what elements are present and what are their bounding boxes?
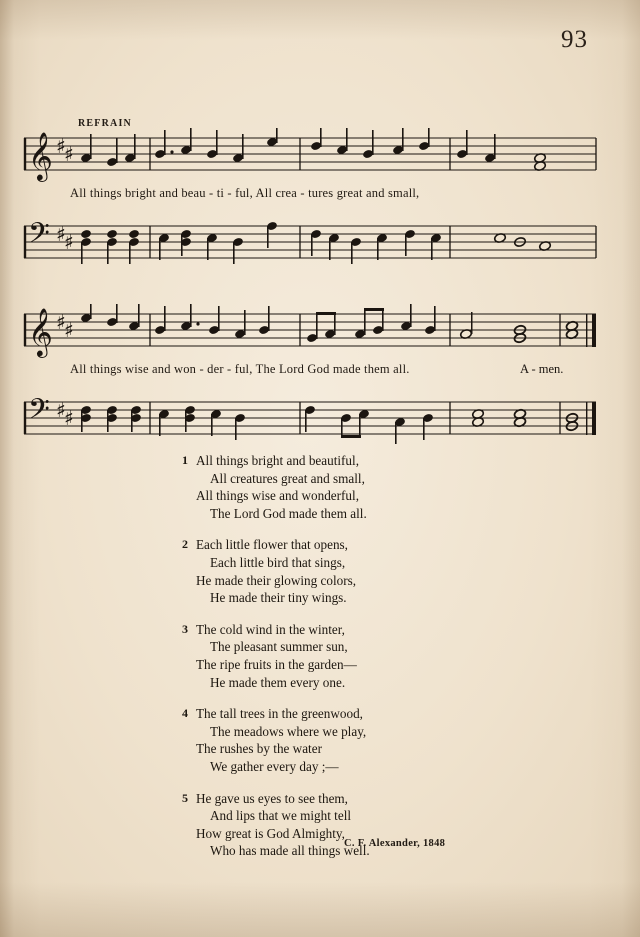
svg-text:♯: ♯ bbox=[64, 142, 74, 166]
svg-text:♯: ♯ bbox=[56, 222, 66, 246]
attribution: C. F. Alexander, 1848 bbox=[344, 838, 446, 849]
verse-line: The ripe fruits in the garden— bbox=[196, 656, 357, 672]
refrain-label: REFRAIN bbox=[78, 118, 132, 129]
verse-number: 4 bbox=[182, 706, 188, 721]
svg-text:♯: ♯ bbox=[64, 406, 74, 430]
musical-score bbox=[0, 100, 640, 445]
verse-2 bbox=[182, 536, 496, 606]
verse-line: The pleasant summer sun, bbox=[210, 639, 348, 655]
verse-number: 5 bbox=[182, 790, 188, 805]
verse-line: All things bright and beautiful, bbox=[196, 453, 359, 468]
verse-line: He made their tiny wings. bbox=[210, 590, 347, 606]
verse-line: We gather every day ;— bbox=[210, 758, 339, 774]
verse-line: He gave us eyes to see them, bbox=[196, 790, 348, 806]
lyric-line-1: All things bright and beau - ti - ful, All crea - tures great and small, bbox=[70, 186, 420, 200]
verse-line: Each little flower that opens, bbox=[196, 537, 348, 553]
lyric-line-2: All things wise and won - der - ful, The Lord God made them all. bbox=[70, 362, 410, 376]
verse-line: All things wise and wonderful, bbox=[196, 488, 359, 504]
treble-clef-icon: 𝄞 bbox=[28, 307, 53, 356]
verse-line: Who has made all things well. bbox=[210, 843, 370, 859]
page-number: 93 bbox=[561, 26, 588, 53]
svg-text:♯: ♯ bbox=[56, 310, 66, 334]
svg-text:♯: ♯ bbox=[64, 318, 74, 342]
verse-line: And lips that we might tell bbox=[210, 808, 352, 824]
verse-line: The rushes by the water bbox=[196, 741, 322, 757]
bass-clef-icon: 𝄢 bbox=[28, 393, 50, 433]
verse-line: Each little bird that sings, bbox=[210, 554, 346, 570]
verse-line: The meadows where we play, bbox=[210, 723, 367, 739]
verse-3 bbox=[182, 621, 496, 691]
verse-line: He made them every one. bbox=[210, 674, 346, 690]
verse-5 bbox=[182, 790, 496, 860]
verse-number: 2 bbox=[182, 537, 188, 552]
verse-line: The tall trees in the greenwood, bbox=[196, 706, 363, 722]
svg-text:♯: ♯ bbox=[56, 398, 66, 422]
bass-clef-icon: 𝄢 bbox=[28, 217, 50, 257]
verse-line: He made their glowing colors, bbox=[196, 572, 357, 588]
verse-line: All creatures great and small, bbox=[210, 470, 365, 486]
verse-line: The Lord God made them all. bbox=[210, 505, 367, 521]
amen-label: A - men. bbox=[520, 362, 564, 376]
verse-line: How great is God Almighty, bbox=[196, 825, 345, 841]
treble-clef-icon: 𝄞 bbox=[28, 131, 53, 180]
verse-number: 3 bbox=[182, 621, 188, 636]
verse-number: 1 bbox=[182, 453, 188, 467]
verse-list bbox=[182, 452, 496, 874]
svg-text:♯: ♯ bbox=[56, 134, 66, 158]
verse-4 bbox=[182, 705, 496, 775]
system-1-staves bbox=[0, 128, 640, 328]
verse-1 bbox=[182, 452, 496, 522]
svg-text:♯: ♯ bbox=[64, 230, 74, 254]
verse-line: The cold wind in the winter, bbox=[196, 621, 345, 637]
